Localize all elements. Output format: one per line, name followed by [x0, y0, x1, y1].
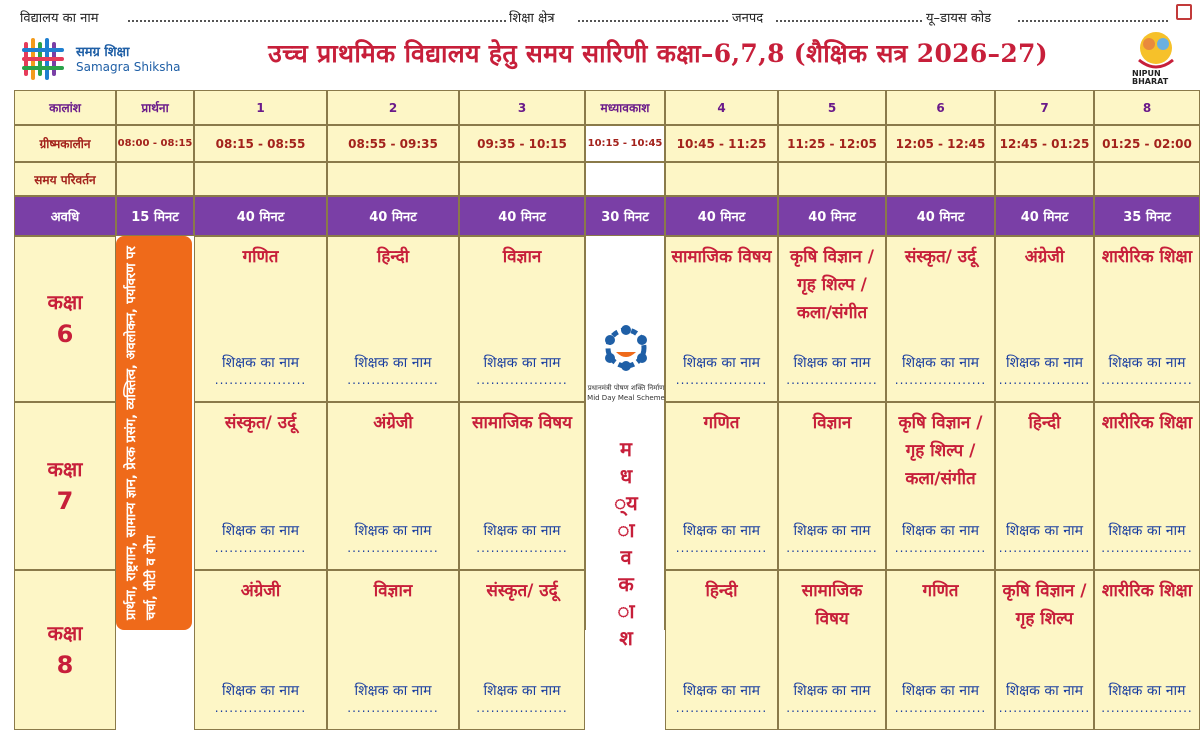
mid-day-meal-logo-icon	[594, 316, 658, 380]
summer-time-9: 01:25 - 02:00	[1094, 125, 1200, 162]
class-8-period-1	[194, 570, 327, 730]
subject-name: शारीरिक शिक्षा	[1101, 581, 1193, 601]
period-header-5: 4	[665, 90, 778, 125]
mdm-letter: म	[620, 437, 632, 461]
subject-name: हिन्दी	[1028, 413, 1061, 433]
summer-time-6: 11:25 - 12:05	[778, 125, 886, 162]
time-change-cell-6[interactable]	[778, 162, 886, 196]
duration-3: 40 मिनट	[459, 196, 585, 236]
teacher-name-label: शिक्षक का नाम	[1108, 523, 1186, 539]
period-header-3: 3	[459, 90, 585, 125]
mdm-letter: ा	[617, 599, 635, 623]
class-number: 8	[56, 651, 74, 679]
teacher-name-blank[interactable]: ...................	[476, 701, 568, 715]
duration-8: 40 मिनट	[995, 196, 1094, 236]
class-8-label-cell	[14, 570, 116, 730]
teacher-name-blank[interactable]: ...................	[347, 701, 439, 715]
teacher-name-label: शिक्षक का नाम	[793, 683, 871, 699]
teacher-name-blank[interactable]: ...................	[786, 373, 878, 387]
teacher-name-label: शिक्षक का नाम	[354, 355, 432, 371]
teacher-name-blank[interactable]: ...................	[347, 541, 439, 555]
time-change-cell-7[interactable]	[886, 162, 995, 196]
teacher-name-blank[interactable]: ...................	[894, 541, 987, 555]
subject-name: संस्कृत/ उर्दू	[224, 413, 297, 433]
time-change-cell-3[interactable]	[459, 162, 585, 196]
time-change-cell-4[interactable]	[585, 162, 665, 196]
class-8-period-8	[1094, 570, 1200, 730]
period-header-9: 8	[1094, 90, 1200, 125]
subject-name: हिन्दी	[705, 581, 738, 601]
subject-name: अंग्रेजी	[1024, 247, 1065, 267]
class-6-label-cell	[14, 236, 116, 402]
teacher-name-label: शिक्षक का नाम	[683, 355, 760, 371]
class-8-period-3	[459, 570, 585, 730]
time-change-cell-5[interactable]	[665, 162, 778, 196]
mdm-letter: ध	[619, 464, 633, 488]
school-info-line	[0, 0, 1200, 30]
subject-name: गणित	[922, 581, 959, 601]
summer-label: ग्रीष्मकालीन	[14, 125, 116, 162]
mdm-caption-hindi: प्रधानमंत्री पोषण शक्ति निर्माण	[587, 384, 665, 392]
prayer-activities-text: प्रार्थना, राष्ट्रगान, सामान्य ज्ञान, प्रेरक प्रसंग, व्यक्तित्व, अवलोकन, पर्यावरण पर चर्चा, पीटी व योग	[124, 246, 159, 620]
class-6-period-3	[459, 236, 585, 402]
summer-time-0: 08:00 - 08:15	[116, 125, 194, 162]
nipun-text-2: BHARAT	[1132, 77, 1169, 86]
subject-name: कृषि विज्ञान /गृह शिल्प /कला/संगीत	[898, 413, 983, 489]
class-6-period-6	[886, 236, 995, 402]
period-header-6: 5	[778, 90, 886, 125]
nipun-text-1: NIPUN	[1132, 69, 1161, 78]
subject-name: शारीरिक शिक्षा	[1101, 413, 1193, 433]
time-change-cell-2[interactable]	[327, 162, 459, 196]
teacher-name-label: शिक्षक का नाम	[483, 355, 561, 371]
class-label: कक्षा	[47, 621, 83, 645]
duration-2: 40 मिनट	[327, 196, 459, 236]
teacher-name-label: शिक्षक का नाम	[354, 523, 432, 539]
teacher-name-label: शिक्षक का नाम	[222, 355, 299, 371]
duration-0: 15 मिनट	[116, 196, 194, 236]
teacher-name-blank[interactable]: ...................	[675, 701, 768, 715]
summer-time-7: 12:05 - 12:45	[886, 125, 995, 162]
class-6-period-2	[327, 236, 459, 402]
timetable-grid	[14, 90, 1200, 715]
class-number: 7	[56, 487, 74, 515]
class-7-period-7	[995, 402, 1094, 570]
class-6-period-8	[1094, 236, 1200, 402]
school-name-blank[interactable]	[128, 8, 506, 22]
class-7-label-cell	[14, 402, 116, 570]
class-7-period-4	[665, 402, 778, 570]
corner-mark-icon	[1176, 4, 1192, 20]
class-6-period-5	[778, 236, 886, 402]
teacher-name-blank[interactable]: ...................	[214, 541, 307, 555]
logo-title-hindi: समग्र शिक्षा	[76, 45, 130, 60]
subject-name: कृषि विज्ञान /गृह शिल्प /कला/संगीत	[790, 247, 874, 323]
teacher-name-blank[interactable]: ...................	[786, 701, 878, 715]
teacher-name-blank[interactable]: ...................	[894, 373, 987, 387]
teacher-name-blank[interactable]: ...................	[1101, 541, 1193, 555]
class-number: 6	[56, 320, 74, 348]
mdm-vertical-label	[586, 436, 666, 652]
subject-name: कृषि विज्ञान /गृह शिल्प	[1002, 581, 1087, 629]
subject-name: हिन्दी	[376, 247, 410, 267]
period-header-label: कालांश	[14, 90, 116, 125]
mdm-letter: ्य	[614, 491, 638, 515]
teacher-name-label: शिक्षक का नाम	[793, 523, 871, 539]
teacher-name-label: शिक्षक का नाम	[902, 355, 979, 371]
time-change-label: समय परिवर्तन	[14, 162, 116, 196]
logo-title-english: Samagra Shiksha	[76, 60, 181, 74]
prayer-header: प्रार्थना	[116, 90, 194, 125]
teacher-name-label: शिक्षक का नाम	[793, 355, 871, 371]
subject-name: गणित	[703, 413, 740, 433]
duration-4: 30 मिनट	[585, 196, 665, 236]
duration-1: 40 मिनट	[194, 196, 327, 236]
class-8-period-5	[778, 570, 886, 730]
subject-name: अंग्रेजी	[373, 413, 413, 433]
summer-time-8: 12:45 - 01:25	[995, 125, 1094, 162]
teacher-name-blank[interactable]: ...................	[476, 373, 568, 387]
mdm-letter: क	[618, 572, 634, 596]
subject-name: सामाजिक विषय	[472, 413, 572, 433]
class-7-period-8	[1094, 402, 1200, 570]
prayer-activities-column	[116, 236, 192, 630]
teacher-name-label: शिक्षक का नाम	[902, 523, 979, 539]
teacher-name-label: शिक्षक का नाम	[902, 683, 979, 699]
school-name-label: विद्यालय का नाम	[20, 11, 99, 26]
class-6-period-7	[995, 236, 1094, 402]
teacher-name-label: शिक्षक का नाम	[1108, 355, 1186, 371]
samagra-shiksha-mark-icon	[20, 36, 66, 82]
class-label: कक्षा	[47, 290, 83, 314]
class-7-period-5	[778, 402, 886, 570]
subject-name: संस्कृत/ उर्दू	[486, 581, 558, 601]
subject-name: विज्ञान	[502, 247, 542, 267]
district-blank[interactable]	[776, 8, 922, 22]
subject-name: संस्कृत/ उर्दू	[904, 247, 977, 267]
education-zone-blank[interactable]	[578, 8, 728, 22]
period-header-8: 7	[995, 90, 1094, 125]
teacher-name-label: शिक्षक का नाम	[483, 523, 561, 539]
teacher-name-blank[interactable]: ...................	[998, 373, 1091, 387]
udise-code-label: यू–डायस कोड	[926, 11, 992, 26]
teacher-name-blank[interactable]: ...................	[998, 701, 1091, 715]
mdm-letter: श	[619, 626, 633, 650]
class-8-period-6	[886, 570, 995, 730]
period-header-4: मध्यावकाश	[585, 90, 665, 125]
nipun-bharat-text	[1132, 70, 1168, 86]
class-6-period-1	[194, 236, 327, 402]
subject-name: सामाजिक विषय	[671, 247, 772, 267]
duration-5: 40 मिनट	[665, 196, 778, 236]
teacher-name-blank[interactable]: ...................	[214, 373, 307, 387]
teacher-name-label: शिक्षक का नाम	[222, 523, 299, 539]
duration-7: 40 मिनट	[886, 196, 995, 236]
class-8-period-7	[995, 570, 1094, 730]
summer-time-1: 08:15 - 08:55	[194, 125, 327, 162]
mdm-letter: ा	[617, 518, 635, 542]
period-header-7: 6	[886, 90, 995, 125]
teacher-name-blank[interactable]: ...................	[998, 541, 1091, 555]
teacher-name-label: शिक्षक का नाम	[1006, 683, 1083, 699]
udise-code-blank[interactable]	[1018, 8, 1168, 22]
mdm-caption-english: Mid Day Meal Scheme	[587, 394, 665, 402]
period-header-1: 1	[194, 90, 327, 125]
teacher-name-blank[interactable]: ...................	[1101, 373, 1193, 387]
teacher-name-label: शिक्षक का नाम	[1006, 523, 1083, 539]
teacher-name-blank[interactable]: ...................	[214, 701, 307, 715]
summer-time-3: 09:35 - 10:15	[459, 125, 585, 162]
subject-name: विज्ञान	[373, 581, 413, 601]
teacher-name-label: शिक्षक का नाम	[683, 683, 760, 699]
class-7-period-3	[459, 402, 585, 570]
class-6-period-4	[665, 236, 778, 402]
teacher-name-blank[interactable]: ...................	[894, 701, 987, 715]
teacher-name-blank[interactable]: ...................	[675, 541, 768, 555]
education-zone-label: शिक्षा क्षेत्र	[509, 11, 555, 26]
summer-time-4: 10:15 - 10:45	[585, 125, 665, 162]
class-8-period-2	[327, 570, 459, 730]
subject-name: गणित	[242, 247, 279, 267]
class-7-period-6	[886, 402, 995, 570]
subject-name: शारीरिक शिक्षा	[1101, 247, 1193, 267]
district-label: जनपद	[732, 11, 764, 26]
duration-6: 40 मिनट	[778, 196, 886, 236]
duration-9: 35 मिनट	[1094, 196, 1200, 236]
teacher-name-label: शिक्षक का नाम	[354, 683, 432, 699]
time-change-cell-8[interactable]	[995, 162, 1094, 196]
teacher-name-blank[interactable]: ...................	[347, 373, 439, 387]
class-label: कक्षा	[47, 457, 83, 481]
teacher-name-label: शिक्षक का नाम	[1006, 355, 1083, 371]
subject-name: विज्ञान	[812, 413, 852, 433]
teacher-name-blank[interactable]: ...................	[675, 373, 768, 387]
class-8-period-4	[665, 570, 778, 730]
period-header-2: 2	[327, 90, 459, 125]
summer-time-5: 10:45 - 11:25	[665, 125, 778, 162]
duration-label: अवधि	[14, 196, 116, 236]
time-change-cell-1[interactable]	[194, 162, 327, 196]
teacher-name-label: शिक्षक का नाम	[1108, 683, 1186, 699]
class-7-period-1	[194, 402, 327, 570]
page-title: उच्च प्राथमिक विद्यालय हेतु समय सारिणी कक्षा–6,7,8 (शैक्षिक सत्र 2026–27)	[268, 39, 1048, 68]
mdm-letter: व	[620, 545, 632, 569]
teacher-name-blank[interactable]: ...................	[476, 541, 568, 555]
summer-time-2: 08:55 - 09:35	[327, 125, 459, 162]
teacher-name-label: शिक्षक का नाम	[683, 523, 760, 539]
teacher-name-label: शिक्षक का नाम	[222, 683, 299, 699]
samagra-shiksha-logo	[20, 36, 190, 82]
teacher-name-label: शिक्षक का नाम	[483, 683, 561, 699]
subject-name: सामाजिक विषय	[801, 581, 863, 629]
teacher-name-blank[interactable]: ...................	[1101, 701, 1193, 715]
class-7-period-2	[327, 402, 459, 570]
subject-name: अंग्रेजी	[240, 581, 281, 601]
teacher-name-blank[interactable]: ...................	[786, 541, 878, 555]
time-change-cell-9[interactable]	[1094, 162, 1200, 196]
time-change-cell-0[interactable]	[116, 162, 194, 196]
document-header	[0, 30, 1200, 90]
mid-day-meal-column	[585, 236, 665, 650]
